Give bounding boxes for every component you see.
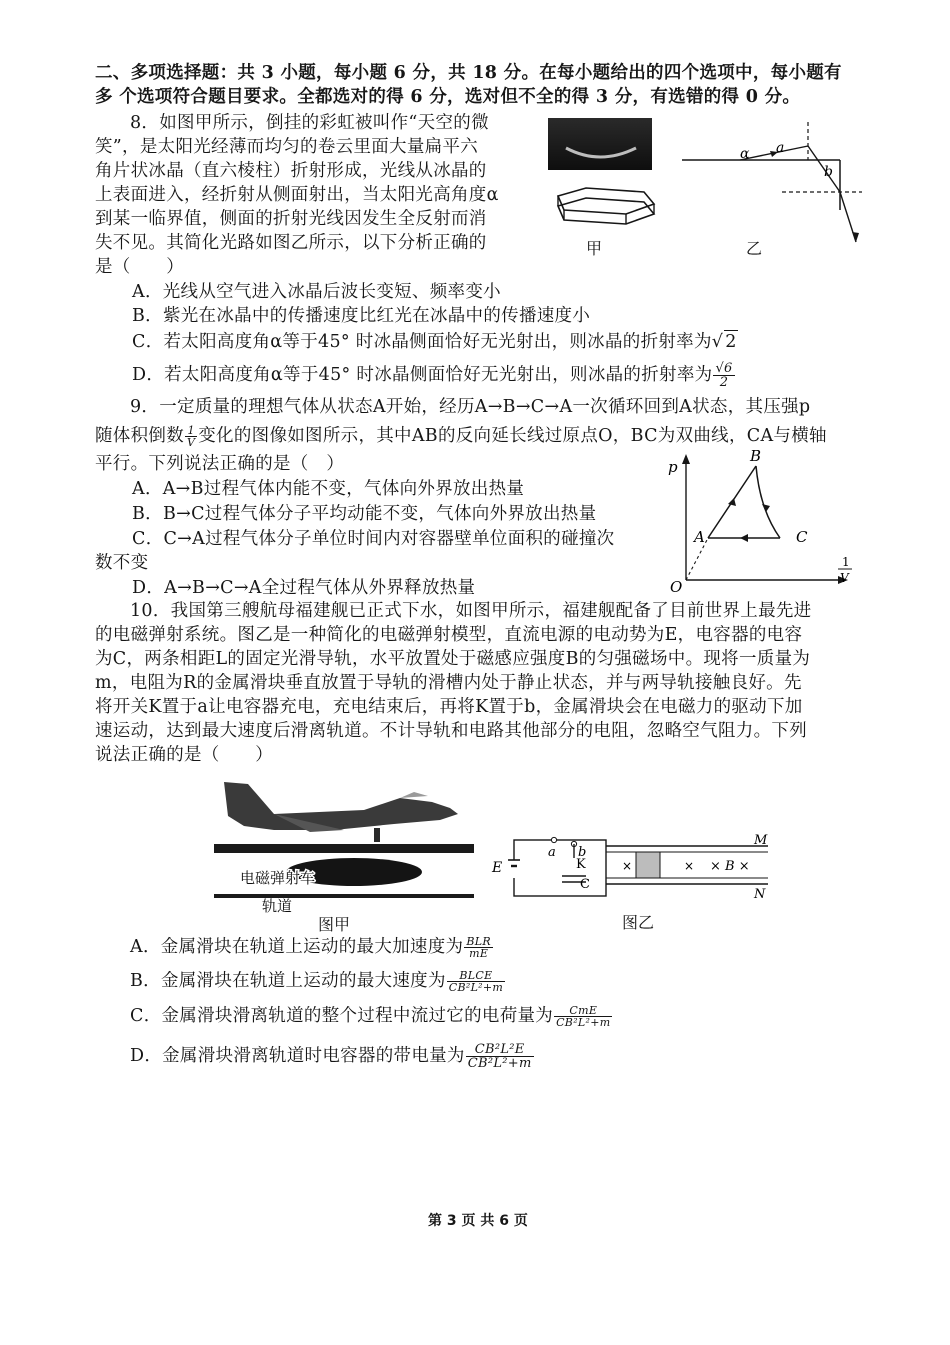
figure-jia-caption: 甲 (586, 239, 603, 258)
q9-inverse-volume-fraction: $\frac{1}{V}$ (187, 424, 196, 449)
q10-line-7: 说法正确的是（ ） (95, 745, 273, 765)
q10-option-a: A．金属滑块在轨道上运动的最大加速度为 $\frac{\text{BLR}}{mE}$ (130, 935, 491, 960)
q10-option-c-fraction: $\frac{\text{CmE}}{\text{CB²L²+m}}$ (556, 1004, 611, 1029)
q10-option-b-fraction: $\frac{\text{BLCE}}{\text{CB²L²+m}}$ (448, 969, 504, 994)
q10-option-a-fraction: $\frac{\text{BLR}}{mE}$ (466, 935, 491, 960)
q10-line-1: 10．我国第三艘航母福建舰已正式下水，如图甲所示，福建舰配备了目前世界上最先进 (130, 601, 812, 621)
q10-line-5: 将开关K置于a让电容器充电，充电结束后，再将K置于b，金属滑块会在电磁力的驱动下加 (95, 697, 803, 717)
q9-option-c-line1: C．C→A过程气体分子单位时间内对容器壁单位面积的碰撞次 (132, 529, 615, 549)
circuit-label-b: b (578, 845, 587, 860)
graph-label-b: B (750, 447, 762, 465)
light-path-diagram (680, 118, 870, 246)
q8-line-1: 8．如图甲所示，倒挂的彩虹被叫作“天空的微 (130, 113, 489, 133)
q10-option-d: D．金属滑块滑离轨道时电容器的带电量为 $\frac{\text{CB²L²E}}{\text{CB²L²+m}}$ (130, 1042, 532, 1071)
q8-option-c-value: 2 (725, 332, 737, 352)
circuit-label-n: N (754, 887, 766, 902)
figure-yi-caption: 乙 (746, 239, 763, 258)
q9-option-b: B．B→C过程气体分子平均动能不变，气体向外界放出热量 (132, 504, 597, 524)
label-track: 轨道 (262, 897, 293, 915)
circuit-label-k: K (576, 857, 586, 872)
page-footer: 第 3 页 共 6 页 (428, 1213, 528, 1229)
q8-option-a: A．光线从空气进入冰晶后波长变短、频率变小 (132, 282, 501, 302)
pv-cycle-graph (664, 446, 864, 596)
q8-line-3: 角片状冰晶（直六棱柱）折射形成，光线从冰晶的 (95, 161, 487, 181)
q9-option-d: D．A→B→C→A全过程气体从外界释放热量 (132, 578, 476, 598)
circuit-label-m: M (754, 833, 768, 848)
graph-label-x-den: V (840, 571, 849, 585)
q8-option-d-text: D．若太阳高度角α等于45° 时冰晶侧面恰好无光射出，则冰晶的折射率为 (132, 365, 713, 385)
q8-option-d-fraction: $\frac{√6}{2}$ (715, 361, 733, 390)
q9-option-a: A．A→B过程气体内能不变，气体向外界放出热量 (132, 479, 525, 499)
jet-catapult-figure (214, 768, 474, 918)
figure-10-yi-caption: 图乙 (622, 913, 655, 932)
q8-line-2: 笑”，是太阳光经薄而均匀的卷云里面大量扁平六 (95, 137, 479, 157)
q8-line-4: 上表面进入，经折射从侧面射出，当太阳光高角度α (95, 185, 499, 205)
q9-option-c-line2: 数不变 (95, 553, 149, 573)
graph-label-c: C (796, 528, 808, 546)
q10-line-4: m，电阻为R的金属滑块垂直放置于导轨的滑槽内处于静止状态，并与两导轨接触良好。先 (95, 673, 802, 693)
figure-10-jia-caption: 图甲 (318, 915, 351, 934)
hexagonal-prism-figure (544, 186, 658, 234)
q8-option-b: B．紫光在冰晶中的传播速度比红光在冰晶中的传播速度小 (132, 306, 591, 326)
circuit-label-b-field: × B × (710, 859, 750, 874)
q10-line-3: 为C，两条相距L的固定光滑导轨，水平放置处于磁感应强度B的匀强磁场中。现将一质量为 (95, 649, 811, 669)
circuit-label-e: E (492, 860, 503, 876)
rainbow-photo (548, 118, 652, 170)
q8-line-7: 是（ ） (95, 257, 184, 277)
circuit-label-a: a (548, 845, 556, 860)
section-heading-line2: 多 个选项符合题目要求。全都选对的得 6 分，选对但不全的得 3 分，有选错的得 0 分。 (95, 87, 801, 107)
svg-text:×: × (622, 859, 633, 873)
label-a: a (776, 140, 785, 156)
q10-line-6: 速运动，达到最大速度后滑离轨道。不计导轨和电路其他部分的电阻，忽略空气阻力。下列 (95, 721, 807, 741)
q8-option-c: C．若太阳高度角α等于45° 时冰晶侧面恰好无光射出，则冰晶的折射率为√ 2 (132, 332, 737, 352)
svg-text:×: × (684, 859, 695, 873)
q9-line-3: 平行。下列说法正确的是（ ） (95, 454, 345, 474)
label-alpha: α (740, 146, 750, 162)
graph-label-o: O (670, 578, 683, 596)
q9-line-1: 9．一定质量的理想气体从状态A开始，经历A→B→C→A一次循环回到A状态，其压强p (130, 397, 811, 417)
q8-line-5: 到某一临界值，侧面的折射光线因发生全反射而消 (95, 209, 487, 229)
graph-label-x-num: 1 (842, 555, 850, 569)
rainbow-arc (548, 118, 652, 170)
q8-option-c-text: C．若太阳高度角α等于45° 时冰晶侧面恰好无光射出，则冰晶的折射率为 (132, 332, 712, 352)
circuit-label-c: C (580, 877, 590, 892)
label-b: b (824, 164, 833, 180)
graph-label-a: A (694, 528, 705, 546)
q10-line-2: 的电磁弹射系统。图乙是一种简化的电磁弹射模型，直流电源的电动势为E，电容器的电容 (95, 625, 803, 645)
catapult-circuit-figure (488, 830, 778, 910)
q8-line-6: 失不见。其简化光路如图乙所示，以下分析正确的 (95, 233, 487, 253)
q9-line-2: 随体积倒数 $\frac{1}{V}$ 变化的图像如图所示，其中AB的反向延长线过原点O，BC为双曲线，CA与横轴 (95, 424, 827, 449)
q10-option-c: C．金属滑块滑离轨道的整个过程中流过它的电荷量为 $\frac{\text{CmE}}{\text{CB²L²+m}}$ (130, 1004, 611, 1029)
q10-option-b: B．金属滑块在轨道上运动的最大速度为 $\frac{\text{BLCE}}{\text{CB²L²+m}}$ (130, 969, 504, 994)
label-catapult-car: 电磁弹射车 (240, 869, 316, 887)
graph-label-p: p (668, 458, 678, 476)
q10-option-d-fraction: $\frac{\text{CB²L²E}}{\text{CB²L²+m}}$ (467, 1042, 532, 1071)
q8-option-d (132, 362, 736, 389)
section-heading-line1: 二、多项选择题：共 3 小题，每小题 6 分，共 18 分。在每小题给出的四个选项中，每小题有 (95, 63, 842, 83)
